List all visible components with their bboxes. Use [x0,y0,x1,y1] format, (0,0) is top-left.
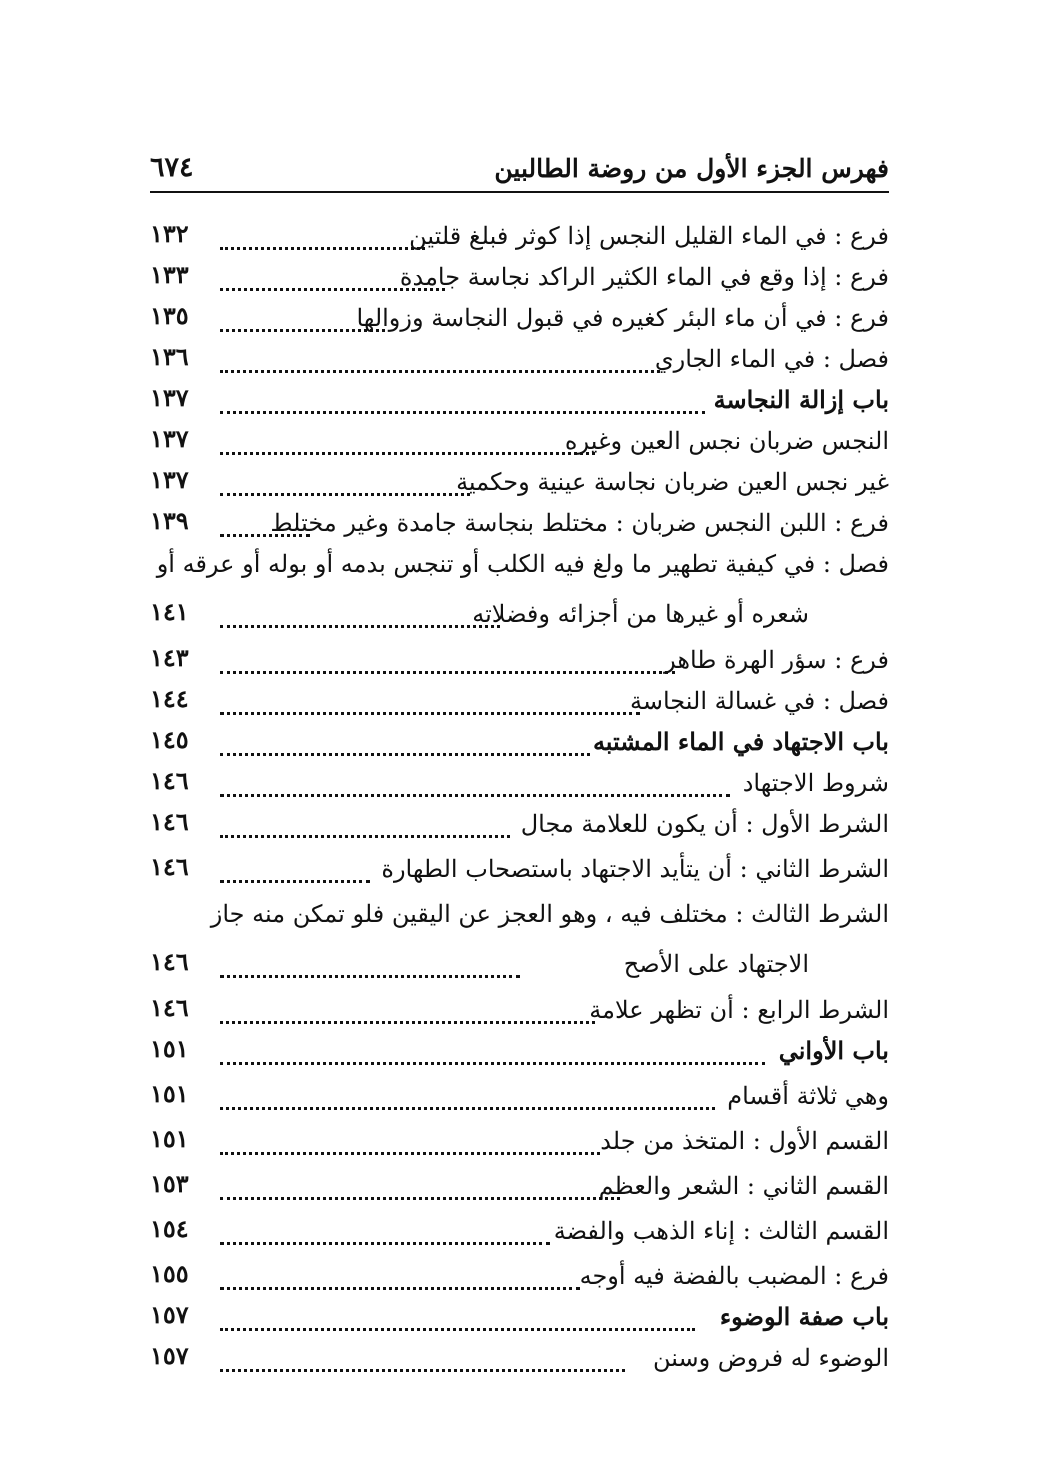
toc-entry [150,726,889,767]
entry-title: شروط الاجتهاد [742,769,889,797]
dot-leader [220,1083,715,1110]
entry-page-number: ١٣٣ [150,260,189,289]
dot-leader [220,811,510,838]
toc-entry [150,507,889,548]
entry-page-number: ١٤٦ [150,807,189,836]
entry-page-number: ١٥٥ [150,1259,189,1288]
toc-entry [150,343,889,384]
toc-entry [150,261,889,302]
entry-title: الشرط الأول : أن يكون للعلامة مجال [520,810,889,838]
toc-entry [150,767,889,808]
section-heading: باب صفة الوضوء [719,1302,889,1331]
entry-title: فرع : في أن ماء البئر كغيره في قبول النجاسة وزوالها [356,304,889,332]
entry-title: فصل : في الماء الجاري [654,345,889,373]
dot-leader [220,770,730,797]
toc-entry [150,994,889,1035]
entry-title-continuation: شعره أو غيرها من أجزائه وفضلاته [472,600,809,628]
page-header [150,145,889,193]
entry-title: غير نجس العين ضربان نجاسة عينية وحكمية [456,468,889,496]
toc-entry [150,466,889,507]
entry-page-number: ١٣٥ [150,301,189,330]
dot-leader [220,469,470,496]
dot-leader [220,1263,580,1290]
toc-entry [150,644,889,685]
dot-leader [220,856,370,883]
dot-leader [220,951,520,978]
section-heading: باب إزالة النجاسة [713,385,889,414]
entry-page-number: ١٤٤ [150,684,189,713]
entry-title: فرع : سؤر الهرة طاهر [664,646,889,674]
dot-leader [220,601,500,628]
entry-title: القسم الثاني : الشعر والعظم [598,1172,889,1200]
entry-page-number: ١٥١ [150,1124,189,1153]
toc-entry [150,1260,889,1301]
toc-entry [150,1301,889,1342]
entry-title: الشرط الثالث : مختلف فيه ، وهو العجز عن اليقين فلو تمكن منه جاز [210,900,889,928]
dot-leader [220,729,590,756]
section-heading: باب الأواني [778,1036,889,1065]
entry-page-number: ١٤٦ [150,852,189,881]
entry-title: القسم الأول : المتخذ من جلد [600,1127,889,1155]
entry-title: النجس ضربان نجس العين وغيره [564,427,889,455]
toc-entry [150,685,889,726]
toc-entry [150,1170,889,1215]
dot-leader [220,387,705,414]
page-number: ٦٧٤ [150,152,194,183]
toc-entry [150,1080,889,1125]
entry-page-number: ١٥٤ [150,1214,189,1243]
dot-leader [220,346,660,373]
entry-title: فرع : في الماء القليل النجس إذا كوثر فبلغ قلتين [409,222,889,250]
entry-page-number: ١٤٦ [150,993,189,1022]
toc-entry [150,808,889,853]
toc-entry [150,1125,889,1170]
toc-entry [150,853,889,898]
dot-leader [220,1173,620,1200]
entry-title-continuation: الاجتهاد على الأصح [623,950,809,978]
table-of-contents [150,220,889,1383]
entry-page-number: ١٤٣ [150,643,189,672]
dot-leader [220,1304,695,1331]
toc-entry [150,1035,889,1080]
running-title: فهرس الجزء الأول من روضة الطالبين [494,154,889,183]
toc-entry [150,548,889,644]
entry-page-number: ١٣٧ [150,383,189,412]
entry-page-number: ١٤٦ [150,947,189,976]
entry-title: فرع : المضبب بالفضة فيه أوجه [579,1262,889,1290]
toc-entry [150,425,889,466]
section-heading: باب الاجتهاد في الماء المشتبه [592,727,889,756]
entry-page-number: ١٣٩ [150,506,189,535]
dot-leader [220,1128,600,1155]
entry-title: وهي ثلاثة أقسام [727,1082,889,1110]
entry-page-number: ١٤٥ [150,725,189,754]
entry-page-number: ١٤١ [150,597,189,626]
entry-title: فرع : اللبن النجس ضربان : مختلط بنجاسة جامدة وغير مختلط [270,509,889,537]
toc-entry [150,1342,889,1383]
entry-page-number: ١٥٣ [150,1169,189,1198]
entry-page-number: ١٣٢ [150,219,189,248]
toc-entry [150,1215,889,1260]
entry-page-number: ١٥٧ [150,1300,189,1329]
entry-title: فرع : إذا وقع في الماء الكثير الراكد نجاسة جامدة [399,263,889,291]
dot-leader [220,223,425,250]
entry-title: فصل : في غسالة النجاسة [630,687,889,715]
toc-entry [150,384,889,425]
entry-title: الوضوء له فروض وسنن [652,1344,889,1372]
entry-title: القسم الثالث : إناء الذهب والفضة [553,1217,889,1245]
entry-page-number: ١٥٧ [150,1341,189,1370]
entry-page-number: ١٣٦ [150,342,189,371]
dot-leader [220,647,675,674]
entry-page-number: ١٤٦ [150,766,189,795]
toc-entry [150,302,889,343]
dot-leader [220,1345,625,1372]
entry-page-number: ١٥١ [150,1034,189,1063]
dot-leader [220,1218,550,1245]
entry-page-number: ١٥١ [150,1079,189,1108]
entry-page-number: ١٣٧ [150,424,189,453]
dot-leader [220,688,640,715]
dot-leader [220,1038,765,1065]
toc-entry [150,220,889,261]
entry-page-number: ١٣٧ [150,465,189,494]
entry-title: الشرط الرابع : أن تظهر علامة [589,996,889,1024]
dot-leader [220,997,595,1024]
toc-entry [150,898,889,994]
entry-title: الشرط الثاني : أن يتأيد الاجتهاد باستصحاب الطهارة [381,855,889,883]
dot-leader [220,428,595,455]
entry-title: فصل : في كيفية تطهير ما ولغ فيه الكلب أو تنجس بدمه أو بوله أو عرقه أو [156,550,889,578]
